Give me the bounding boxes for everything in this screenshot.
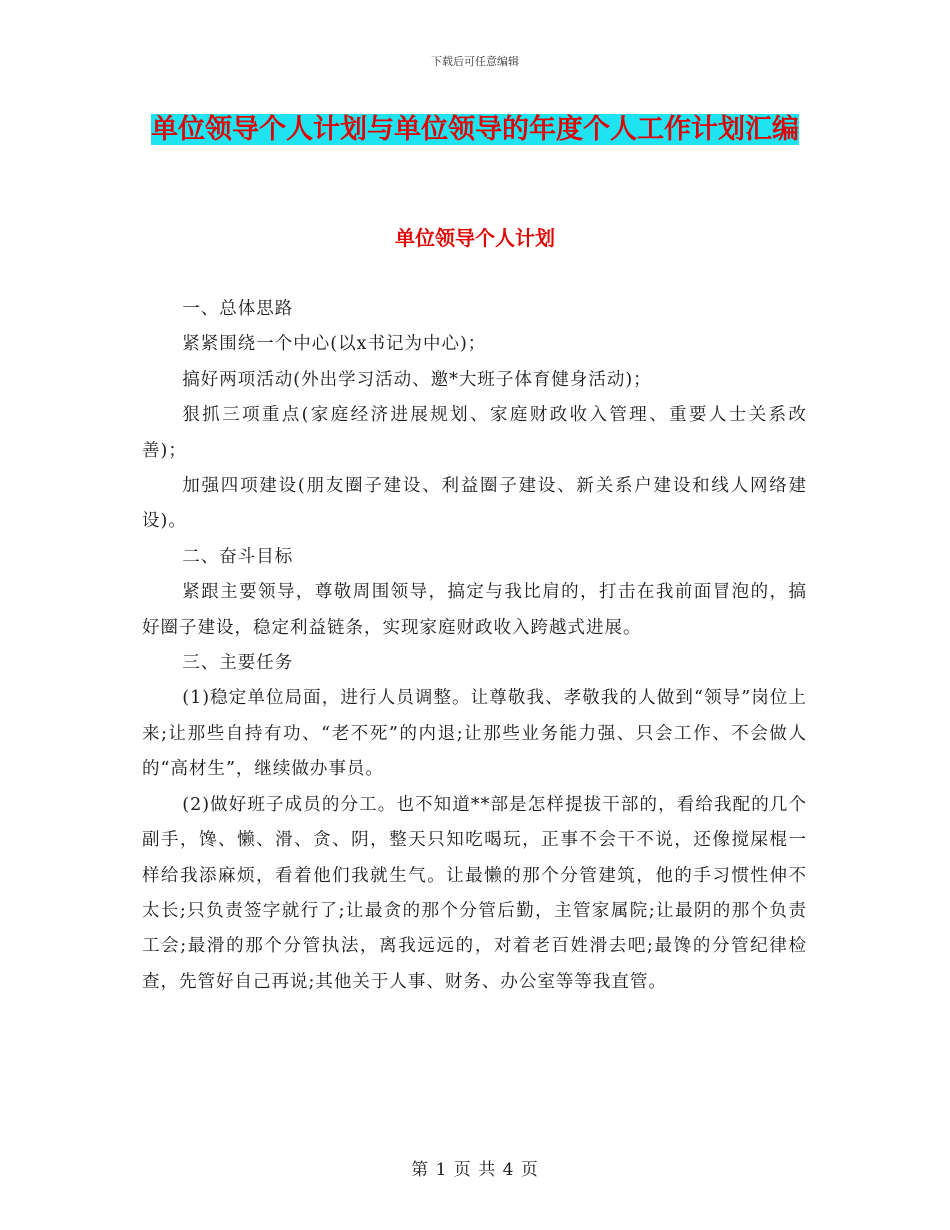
document-title (140, 108, 810, 152)
paragraph: (2)做好班子成员的分工。也不知道**部是怎样提拔干部的，看给我配的几个副手，馋、懒、滑、贪、阴，整天只知吃喝玩，正事不会干不说，还像搅屎棍一样给我添麻烦，看着他们我就生气。让最懒的那个分管建筑，他的手习惯性伸不太长;只负责签字就行了;让最贪的那个分管后勤，主管家属院;让最阴的那个负责工会;最滑的那个分管执法，离我远远的，对着老百姓滑去吧;最馋的分管纪律检查，先管好自己再说;其他关于人事、财务、办公室等等我直管。 (142, 794, 807, 992)
heading-goals: 二、奋斗目标 (182, 546, 294, 567)
paragraph: 加强四项建设(朋友圈子建设、利益圈子建设、新关系户建设和线人网络建设)。 (142, 476, 807, 532)
paragraph: 搞好两项活动(外出学习活动、邀*大班子体育健身活动)； (182, 369, 652, 390)
heading-main-tasks: 三、主要任务 (182, 653, 294, 674)
section-title: 单位领导个人计划 (395, 226, 555, 250)
paragraph: 紧紧围绕一个中心(以x书记为中心)； (182, 334, 487, 355)
page-footer: 第 1 页 共 4 页 (411, 1160, 539, 1180)
paragraph: (1)稳定单位局面，进行人员调整。让尊敬我、孝敬我的人做到“领导”岗位上来;让那些自持有功、“老不死”的内退;让那些业务能力强、只会工作、不会做人的“高材生”，继续做办事员。 (142, 688, 807, 780)
document-title-text: 单位领导个人计划与单位领导的年度个人工作计划汇编 (151, 114, 799, 145)
paragraph: 狠抓三项重点(家庭经济进展规划、家庭财政收入管理、重要人士关系改善)； (142, 405, 807, 461)
document-body (142, 292, 807, 1000)
page-header-note: 下载后可任意编辑 (431, 55, 519, 68)
paragraph: 紧跟主要领导，尊敬周围领导，搞定与我比肩的，打击在我前面冒泡的，搞好圈子建设，稳定利益链条，实现家庭财政收入跨越式进展。 (142, 582, 807, 638)
heading-overall-approach: 一、总体思路 (182, 299, 294, 319)
